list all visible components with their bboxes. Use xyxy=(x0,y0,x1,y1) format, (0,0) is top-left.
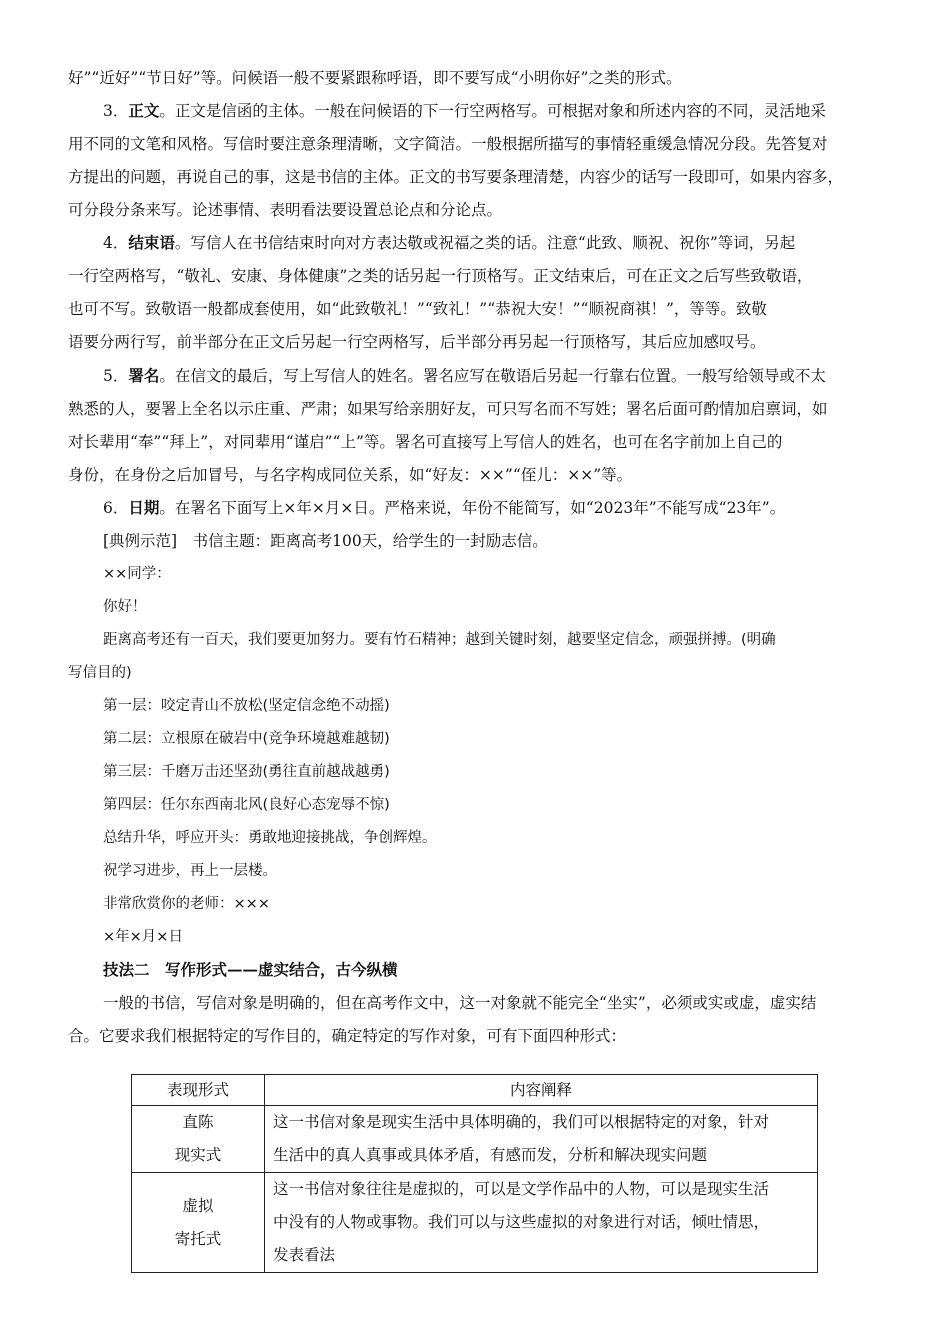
section-heading: 技法二 写作形式——虚实结合，古今纵横 xyxy=(103,960,398,979)
item-text: 。在署名下面写上×年×月×日。严格来说，年份不能简写，如“2023年”不能写成“23年”。 xyxy=(159,499,786,517)
table-cell-form xyxy=(132,1106,265,1173)
forms-table xyxy=(131,1074,818,1273)
table-cell-desc xyxy=(265,1106,818,1173)
table-row xyxy=(132,1106,818,1173)
item-text: 。写信人在书信结束时向对方表达敬或祝福之类的话。注意“此致、顺祝、祝你”等词，另起 xyxy=(174,234,796,252)
desc-line: 中没有的人物或事物。我们可以与这些虚拟的对象进行对话，倾吐情思， xyxy=(273,1213,770,1231)
text-line: 合。它要求我们根据特定的写作目的，确定特定的写作对象，可有下面四种形式： xyxy=(68,1027,627,1045)
table-cell-desc xyxy=(265,1173,818,1273)
table-cell-form xyxy=(132,1173,265,1273)
text-line: 熟悉的人，要署上全名以示庄重、严肃；如果写给亲朋好友，可只写名而不写姓；署名后面可酌情加启禀词，如 xyxy=(68,400,828,418)
item-3 xyxy=(103,101,826,121)
form-line: 直陈 xyxy=(182,1113,214,1131)
letter-layer-4 xyxy=(103,795,390,815)
item-4 xyxy=(103,233,795,253)
table-row xyxy=(132,1173,818,1273)
letter-body: 距离高考还有一百天，我们要更加努力。要有竹石精神；越到关键时刻，越要坚定信念，顽强拼搏。(明确 xyxy=(103,632,776,648)
letter-closing: 祝学习进步，再上一层楼。 xyxy=(103,863,277,879)
letter-greeting: 你好！ xyxy=(103,599,147,615)
letter-signature: 非常欣赏你的老师：××× xyxy=(103,896,270,912)
letter-layer-3 xyxy=(103,762,390,782)
text-line: 身份，在身份之后加冒号，与名字构成同位关系，如“好友：××”“侄儿：××”等。 xyxy=(68,466,633,484)
text-line: 一般的书信，写信对象是明确的，但在高考作文中，这一对象就不能完全“坐实”，必须或实或虚，虚实结 xyxy=(103,994,817,1012)
layer-label: 第一层：咬定青山不放松 xyxy=(103,698,263,714)
layer-label: 第二层：立根原在破岩中 xyxy=(103,731,263,747)
table-header: 内容阐释 xyxy=(265,1075,818,1106)
table-header: 表现形式 xyxy=(132,1075,265,1106)
letter-layer-1 xyxy=(103,696,390,716)
example-label: [典例示范] xyxy=(103,532,178,550)
layer-note: (勇往直前越战越勇) xyxy=(262,764,390,780)
layer-label: 第四层：任尔东西南北风 xyxy=(103,797,263,813)
desc-line: 这一书信对象往往是虚拟的，可以是文学作品中的人物，可以是现实生活 xyxy=(273,1180,770,1198)
layer-note: (良好心态宠辱不惊) xyxy=(262,797,390,813)
letter-summary: 总结升华，呼应开头：勇敢地迎接挑战，争创辉煌。 xyxy=(103,830,437,846)
item-number: 4． xyxy=(103,234,129,252)
text-line: 一行空两格写，“敬礼、安康、身体健康”之类的话另起一行顶格写。正文结束后，可在正文之后写些致敬语， xyxy=(68,267,813,285)
form-line: 现实式 xyxy=(174,1146,222,1164)
item-6 xyxy=(103,498,785,518)
desc-line: 发表看法 xyxy=(273,1246,336,1264)
form-line: 虚拟 xyxy=(182,1196,214,1215)
text-line: 好”“近好”“节日好”等。问候语一般不要紧跟称呼语，即不要写成“小明你好”之类的形式。 xyxy=(68,69,682,87)
item-5 xyxy=(103,366,826,386)
desc-line: 这一书信对象是现实生活中具体明确的，我们可以根据特定的对象，针对 xyxy=(273,1113,770,1131)
letter-salutation: ××同学： xyxy=(103,566,171,582)
text-line: 用不同的文笔和风格。写信时要注意条理清晰，文字简洁。一般根据所描写的事情轻重缓急情况分段。先答复对 xyxy=(68,135,828,153)
text-line: 对长辈用“奉”“拜上”，对同辈用“谨启”“上”等。署名可直接写上写信人的姓名，也可在名字前加上自己的 xyxy=(68,433,783,451)
text-line: 可分段分条来写。论述事情、表明看法要设置总论点和分论点。 xyxy=(68,201,503,219)
desc-line: 生活中的真人真事或具体矛盾，有感而发，分析和解决现实问题 xyxy=(273,1146,708,1164)
item-text: 。在信文的最后，写上写信人的姓名。署名应写在敬语后另起一行靠右位置。一般写给领导或不太 xyxy=(159,367,826,385)
text-line: 语要分两行写，前半部分在正文后另起一行空两格写，后半部分再另起一行顶格写，其后应加感叹号。 xyxy=(68,333,766,351)
item-number: 3． xyxy=(103,102,129,120)
letter-date: ×年×月×日 xyxy=(103,929,183,945)
item-number: 6． xyxy=(103,499,129,517)
letter-layer-2 xyxy=(103,729,390,749)
item-number: 5． xyxy=(103,367,129,385)
form-line: 寄托式 xyxy=(174,1229,222,1248)
text-line: 也可不写。致敬语一般都成套使用，如“此致敬礼！”“致礼！”“恭祝大安！”“顺祝商祺！”，等等。致敬 xyxy=(68,300,767,318)
layer-label: 第三层：千磨万击还坚劲 xyxy=(103,764,263,780)
item-title: 正文 xyxy=(128,101,160,120)
item-title: 结束语 xyxy=(128,233,175,252)
example-topic: 书信主题：距离高考100天，给学生的一封励志信。 xyxy=(177,532,548,550)
layer-note: (竞争环境越难越韧) xyxy=(262,731,390,747)
letter-body-cont: 写信目的) xyxy=(68,665,132,681)
item-text: 。正文是信函的主体。一般在问候语的下一行空两格写。可根据对象和所述内容的不同，灵活地采 xyxy=(159,102,826,120)
item-title: 署名 xyxy=(128,366,160,385)
example-intro xyxy=(103,531,548,551)
item-title: 日期 xyxy=(128,498,160,517)
text-line: 方提出的问题，再说自己的事，这是书信的主体。正文的书写要条理清楚，内容少的话写一段即可，如果内容多， xyxy=(68,168,844,186)
table-header-row xyxy=(132,1075,818,1106)
layer-note: (坚定信念绝不动摇) xyxy=(262,698,390,714)
